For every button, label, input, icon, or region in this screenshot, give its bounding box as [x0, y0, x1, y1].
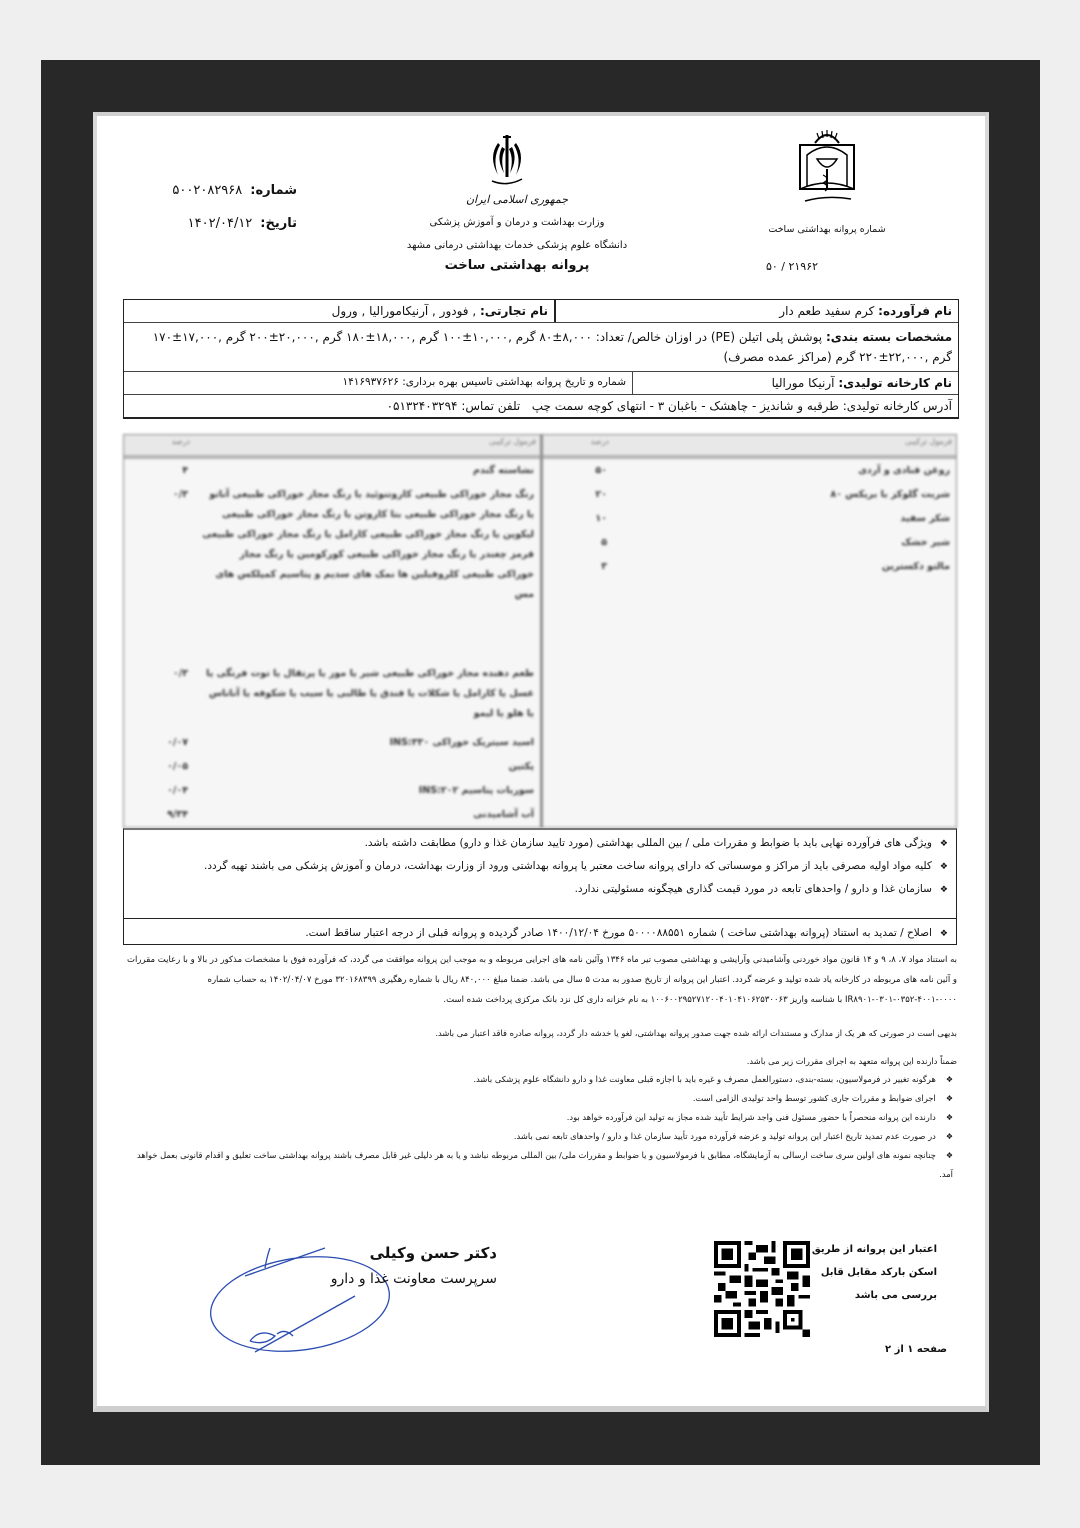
- emblem-caption: جمهوری اسلامی ایران: [465, 193, 569, 206]
- formula-percent: ۱۰: [595, 513, 607, 524]
- percent-header: درصد: [124, 435, 194, 459]
- ministry-name: وزارت بهداشت و درمان و آموزش پزشکی: [429, 217, 605, 228]
- formula-ingredient: سوربات پتاسیم INS:۲۰۲: [418, 785, 534, 796]
- issuer-block: [347, 188, 687, 257]
- obligation-item: ❖ هرگونه تغییر در فرمولاسیون، بسته-بندی، دستورالعمل مصرف و غیره باید با اجازه قبلی معاونت غذا و دارو دانشگاه علوم پزشکی باشد.: [123, 1070, 957, 1089]
- formula-ingredient: آب آشامیدنی: [473, 809, 534, 820]
- document-meta: [157, 174, 297, 240]
- product-name-row: [124, 300, 958, 323]
- formula-percent: ۰/۰۵: [167, 761, 188, 772]
- formula-percent: ۹/۳۴: [167, 809, 188, 820]
- formula-ingredient: اسید سیتریک خوراکی INS:۳۳۰: [389, 737, 534, 748]
- number-value: ۵۰۰۲۰۸۲۹۶۸: [172, 183, 243, 198]
- verification-note: [797, 1238, 937, 1307]
- formula-ingredient: روغن قنادی و آردی: [858, 465, 950, 476]
- formula-percent: ۰/۰۴: [167, 785, 188, 796]
- packaging-label: مشخصات بسته بندی:: [825, 330, 952, 344]
- establishment-license-number: ۱۴۱۶۹۳۷۶۲۶: [342, 376, 399, 388]
- conditions-box: [123, 828, 957, 945]
- formula-percent: ۵: [601, 537, 607, 548]
- formula-left-column: [124, 435, 540, 827]
- packaging-row: [124, 323, 958, 372]
- formula-ingredient: شربت گلوکز با بریکس ۸۰: [830, 489, 950, 500]
- formula-ingredient: طعم دهنده مجاز خوراکی طبیعی شیر یا موز یا پرتقال یا توت فرنگی یا عسل یا کارامل یا شکلات یا فندق یا طالبی یا سیب یا شکوفه یا آناناس یا هلو یا لیمو: [206, 667, 534, 719]
- formula-percent: ۴: [182, 464, 188, 476]
- formula-percent: ۰/۰۷: [167, 737, 188, 748]
- verify-line: اسکن بارکد مقابل قابل: [820, 1267, 937, 1278]
- obligation-item: ❖ چنانچه نمونه های اولین سری ساخت ارسالی به آزمایشگاه، مطابق با فرمولاسیون و یا ضوابط و مقررات ملی/ بین المللی مربوطه نباشد و یا به هر دلیلی غیر قابل مصرف باشند پروانه بهداشتی ساخت تعلیق و اقدام قانونی بعمل خواهد آمد.: [123, 1146, 957, 1183]
- invalidation-clause: بدیهی است در صورتی که هر یک از مدارک و مستندات ارائه شده جهت صدور پروانه بهداشتی، لغو یا خدشه دار گردد، پروانه صادره فاقد اعتبار می باشد.: [435, 1028, 957, 1038]
- permit-document: [93, 112, 989, 1412]
- university-logo-icon: [797, 129, 857, 209]
- factory-name: آرنیکا موراليا: [771, 376, 835, 390]
- packaging-spec: پوشش پلی اتیلن (PE) در اوزان خالص/ تعداد: ۸,۰۰۰±۸۰ گرم ,۱۰,۰۰۰±۱۰۰ گرم ,۱۸,۰۰۰±۱۸۰ گرم ,۲۰,۰۰۰±۲۰۰ گرم ,۱۷,۰۰۰±۱۷۰ گرم ,۲۲,۰۰۰±۲۲۰ گرم (مراکز عمده مصرف): [152, 330, 952, 364]
- university-name: دانشگاه علوم پزشکی خدمات بهداشتی درمانی مشهد: [406, 240, 628, 251]
- number-label: شماره:: [250, 183, 297, 198]
- formula-ingredient: شیر خشک: [901, 537, 950, 548]
- formula-percent: ۰/۳: [172, 488, 188, 500]
- percent-header: درصد: [543, 435, 613, 459]
- signer-block: [297, 1240, 497, 1292]
- formula-ingredient: شکر سفید: [900, 513, 950, 524]
- brand-names: , فودور , آرنیکاموراليا , ورول: [331, 304, 477, 318]
- factory-label: نام کارخانه تولیدی:: [838, 376, 952, 390]
- factory-address: طرقبه و شاندیز - چاهشک - باغبان ۳ - انتهای کوچه سمت چپ: [531, 399, 839, 413]
- condition-item: ❖ کلیه مواد اولیه مصرفی باید از مراکز و موسساتی که دارای پروانه ساخت معتبر یا پروانه بهداشتی ورود از وزارت بهداشت، درمان و آموزش پزشکی می باشند تهیه گردد.: [132, 855, 948, 878]
- page-number: صفحه ۱ از ۲: [885, 1344, 947, 1355]
- date-value: ۱۴۰۲/۰۴/۱۲: [187, 216, 253, 231]
- formula-ingredient: پکتین: [508, 761, 534, 772]
- formula-ingredient: مالتو دکسترین: [881, 561, 950, 572]
- formula-percent: ۵۰: [595, 465, 607, 476]
- qr-code-icon[interactable]: [714, 1241, 810, 1337]
- brand-label: نام تجارتی:: [480, 304, 548, 318]
- iran-emblem-icon: [482, 131, 532, 189]
- address-label: آدرس کارخانه تولیدی:: [842, 399, 952, 413]
- product-name: کرم سفید طعم دار: [779, 304, 875, 318]
- formula-percent: ۳: [601, 561, 607, 572]
- formula-ingredient: رنگ مجاز خوراکی طبیعی کاروتنوئید یا رنگ مجاز خوراکی طبیعی آناتو یا رنگ مجاز خوراکی طبیعی بتا کاروتن یا رنگ مجاز خوراکی طبیعی لیکوپن یا رنگ مجاز خوراکی طبیعی کارامل یا رنگ مجاز خوراکی طبیعی قرمز چغندر یا رنگ مجاز خوراکی طبیعی کورکومین یا رنگ مجاز خوراکی طبیعی کلروفیلین ها نمک های سدیم و پتاسیم کمپلکس های مس: [202, 488, 534, 600]
- amendment-note: ❖ اصلاح / تمدید به استناد (پروانه بهداشتی ساخت ) شماره ۵۰۰۰۰۸۸۵۵۱ مورخ ۱۴۰۰/۱۲/۰۴ صادر گردیده و پروانه قبلی از درجه اعتبار ساقط است.: [124, 918, 956, 944]
- formula-ingredient: نشاسته گندم: [473, 464, 534, 476]
- formula-header: فرمول ترکیبی: [613, 435, 956, 459]
- establishment-license-label: شماره و تاریخ پروانه بهداشتی تاسیس بهره برداری:: [402, 376, 626, 388]
- permit-number: ۵۰ / ۲۱۹۶۲: [765, 260, 819, 273]
- formula-header: فرمول ترکیبی: [194, 435, 540, 459]
- formula-percent: ۲۰: [595, 489, 607, 500]
- obligation-item: ❖ دارنده این پروانه منحصراً با حضور مسئول فنی واجد شرایط تأیید شده مجاز به تولید این فرآورده خواهد بود.: [123, 1108, 957, 1127]
- product-info-table: [123, 299, 959, 419]
- signer-title: سرپرست معاونت غذا و دارو: [330, 1271, 497, 1287]
- signer-name: دکتر حسن وکیلی: [369, 1244, 497, 1262]
- formula-right-column: [540, 435, 956, 827]
- factory-row: [124, 372, 958, 395]
- formula-table: [123, 434, 957, 828]
- product-name-label: نام فرآورده:: [878, 304, 952, 318]
- date-label: تاریخ:: [260, 216, 297, 231]
- obligations-intro: ضمناً دارنده این پروانه متعهد به اجرای مقررات زیر می باشد.: [746, 1056, 957, 1066]
- legal-basis-paragraph: به استناد مواد ۷، ۸، ۹ و ۱۴ قانون مواد خوردنی وآشامیدنی وآرایشی و بهداشتی مصوب تیر ماه ۱۳۴۶ وآئین نامه های اجرایی مربوطه و به موجب این پروانه موافقت می گردد، که فرآورده فوق با مشخصات مذکور در بالا و با رعایت مقررات و آئین نامه های مربوطه در کارخانه یاد شده تولید و عرضه گردد. اعتبار این پروانه از تاریخ صدور به مدت ۵ سال می باشد. ضمنا مبلغ ۸۴۰,۰۰۰ ریال با شماره رهگیری ۳۲۰۱۶۸۳۹۹ مورخ ۱۴۰۲/۰۴/۰۷ به حساب شماره IR۸۹۰۱-۰۳۰۱-۰۳۵۲-۴۰۰۱-۰۰۰۰ با شناسه واریز ۱۰۰۶۰۰۲۹۵۲۷۱۲۰۰۴۰۱۰۴۱۰۶۲۵۳۰۰۶۳ به نام خزانه داری کل نزد بانک مرکزی پرداخت شده است.: [127, 955, 957, 1005]
- obligation-item: ❖ اجرای ضوابط و مقررات جاری کشور توسط واحد تولیدی الزامی است.: [123, 1089, 957, 1108]
- formula-percent: ۰/۳: [172, 667, 188, 679]
- obligations-block: [123, 1024, 957, 1183]
- condition-item: ❖ ویژگی های فرآورده نهایی باید با ضوابط و مقررات ملی / بین المللی بهداشتی (مورد تایید سازمان غذا و دارو) مطابقت داشته باشد.: [132, 832, 948, 855]
- phone-label: تلفن تماس:: [461, 399, 521, 413]
- document-title: پروانه بهداشتی ساخت: [444, 258, 590, 273]
- permit-number-caption: شماره پروانه بهداشتی ساخت: [768, 224, 886, 235]
- obligation-item: ❖ در صورت عدم تمدید تاریخ اعتبار این پروانه تولید و عرضه فرآورده مورد تأیید سازمان غذا و دارو / واحدهای تابعه نمی باشد.: [123, 1127, 957, 1146]
- verify-line: اعتبار این پروانه از طریق: [811, 1244, 937, 1255]
- phone-number: ۰۵۱۳۲۴۰۳۲۹۴: [386, 399, 458, 413]
- condition-item: ❖ سازمان غذا و دارو / واحدهای تابعه در مورد قیمت گذاری هیچگونه مسئولیتی ندارد.: [132, 878, 948, 901]
- verify-line: بررسی می باشد: [854, 1290, 937, 1301]
- address-row: [124, 395, 958, 417]
